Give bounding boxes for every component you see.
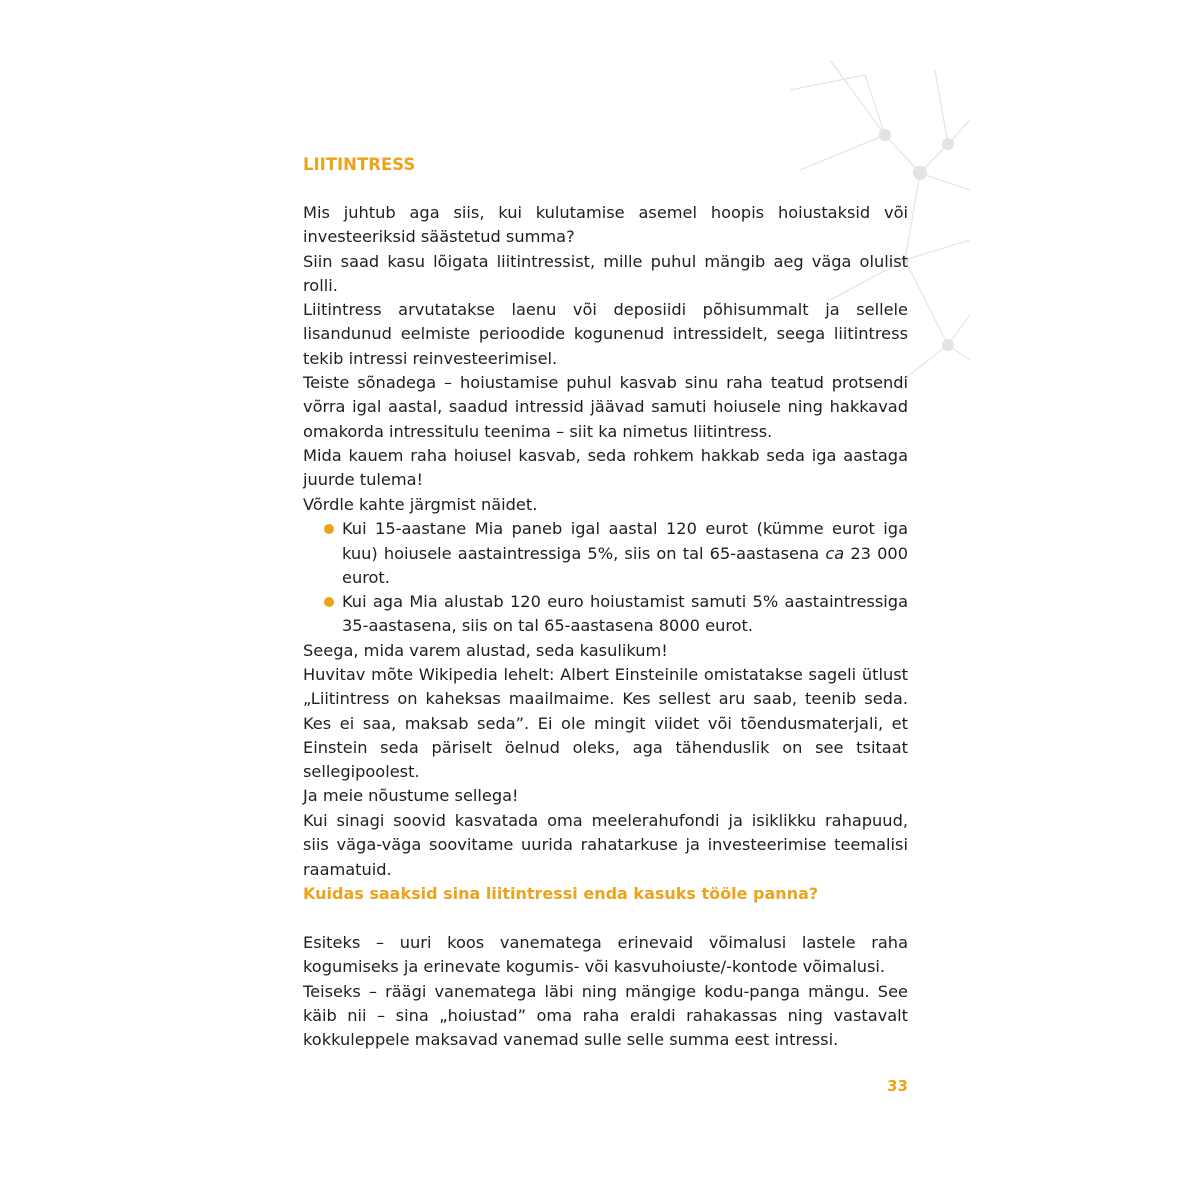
example-text: Kui 15-aastane Mia paneb igal aastal 120 eurot (kümme eurot iga kuu) hoiusele aastaintressiga 5%, siis on tal 65-aastasena: [342, 519, 908, 563]
intro-paragraph: Mida kauem raha hoiusel kasvab, seda rohkem hakkab seda iga aastaga juurde tulema!: [303, 445, 908, 490]
example-list: [303, 517, 908, 638]
comparison-intro: Võrdle kahte järgmist näidet.: [303, 495, 538, 514]
quote-section: [303, 663, 908, 809]
quote-paragraph: Ja meie nõustume sellega!: [303, 786, 519, 806]
recommendation-paragraph: Kui sinagi soovid kasvatada oma meelerahufondi ja isiklikku rahapuud, siis väga-väga soovitame uurida rahatarkuse ja investeerimise teemalisi raamatuid.: [303, 811, 908, 879]
subsection-heading: Kuidas saaksid sina liitintressi enda kasuks tööle panna?: [303, 884, 819, 903]
page-number: 33: [887, 1077, 908, 1095]
tip-paragraph: Teiseks – räägi vanematega läbi ning mängige kodu-panga mängu. See käib nii – sina „hoiustad” oma raha eraldi rahakassas ning vastavalt kokkuleppele maksavad vanemad sulle selle summa eest intressi.: [303, 981, 908, 1050]
intro-paragraph: Siin saad kasu lõigata liitintressist, mille puhul mängib aeg väga olulist rolli.: [303, 251, 908, 295]
example-text-end: 23 000 eurot.: [342, 543, 908, 587]
recommendation-section: [303, 809, 908, 882]
section-heading: LIITINTRESS: [303, 155, 416, 174]
quote-paragraph: Huvitav mõte Wikipedia lehelt: Albert Einsteinile omistatakse sageli ütlust „Liitintress on kaheksas maailmaime. Kes sellest aru saab, teenib seda. Kes ei saa, maksab seda”. Ei ole mingit viidet või tõendusmaterjali, et Einstein seda päriselt öelnud oleks, aga tähenduslik on see tsitaat sellegipoolest.: [303, 665, 908, 782]
intro-section: [303, 201, 908, 493]
bullet-dot-icon: [324, 597, 334, 607]
list-item: [303, 517, 908, 590]
intro-paragraph: Teiste sõnadega – hoiustamise puhul kasvab sinu raha teatud protsendi võrra igal aastal, saadud intressid jäävad samuti hoiusele ning hakkavad omakorda intressitulu teenima – siit ka nimetus liitintress.: [303, 373, 908, 441]
bullet-dot-icon: [324, 524, 334, 534]
example-italic: ca: [825, 543, 845, 563]
comparison-section: [303, 493, 908, 663]
list-item: [303, 590, 908, 639]
tips-section: [303, 931, 908, 1052]
tip-paragraph: Esiteks – uuri koos vanematega erinevaid võimalusi lastele raha kogumiseks ja erinevate kogumis- või kasvuhoiuste/-kontode võimalusi.: [303, 933, 908, 977]
intro-paragraph: Liitintress arvutatakse laenu või deposiidi põhisummalt ja sellele lisandunud eelmiste perioodide kogunenud intressidelt, seega liitintress tekib intressi reinvesteerimisel.: [303, 300, 908, 368]
example-text: Kui aga Mia alustab 120 euro hoiustamist samuti 5% aastaintressiga 35-aastasena, siis on tal 65-aastasena 8000 eurot.: [342, 592, 908, 636]
comparison-conclusion: Seega, mida varem alustad, seda kasulikum!: [303, 640, 668, 660]
intro-paragraph: Mis juhtub aga siis, kui kulutamise asemel hoopis hoiustaksid või investeeriksid säästetud summa?: [303, 203, 908, 247]
